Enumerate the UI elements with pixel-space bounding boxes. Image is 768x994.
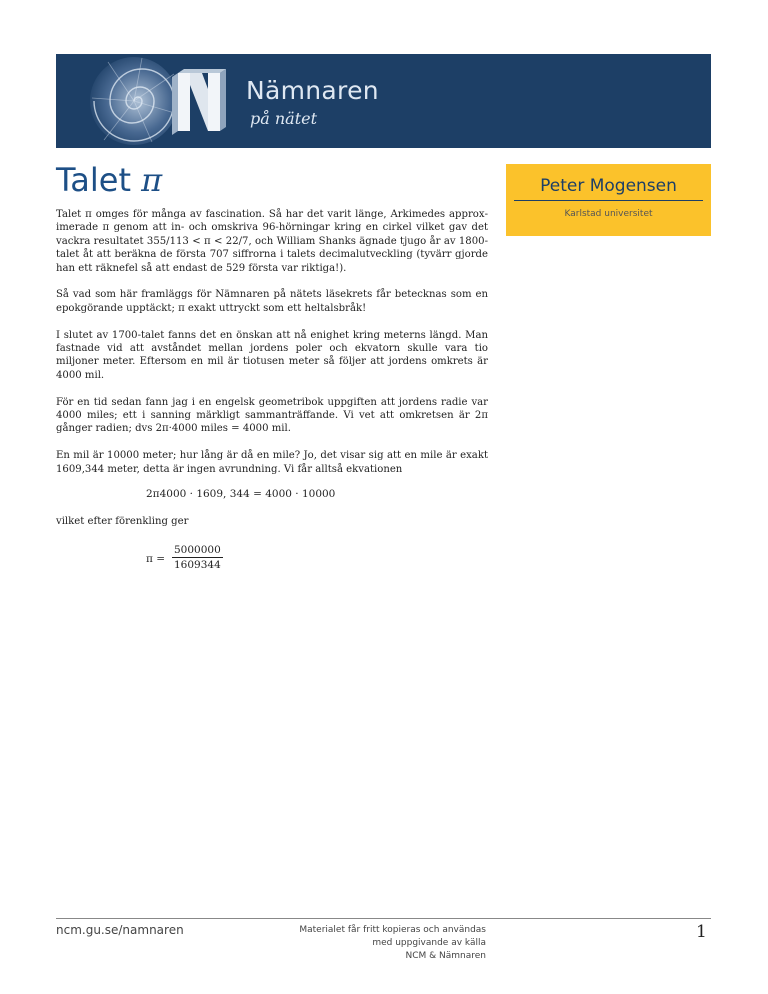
article-title [56, 161, 163, 199]
author-name: Peter Mogensen [540, 176, 677, 196]
paragraph: En mil är 10000 meter; hur lång är då en mile? Jo, det visar sig att en mile är exakt 1609,344 meter, detta är ingen avrundning. Vi får alltså ekvationen [56, 450, 488, 475]
n-letter-logo [168, 67, 230, 137]
paragraph: Så vad som här framläggs för Nämnaren på nätets läsekrets får betecknas som en epokgörande upptäckt; π exakt uttryckt som ett heltalsbråk! [56, 289, 488, 314]
fraction-numerator: 5000000 [174, 544, 221, 556]
article-body [56, 208, 488, 489]
license-line: NCM & Nämnaren [405, 951, 486, 961]
equation-1: 2π4000 · 1609, 344 = 4000 · 10000 [146, 488, 336, 500]
header-banner [56, 54, 711, 148]
equation-2-fraction [172, 544, 223, 571]
license-line: Materialet får fritt kopieras och användas [299, 925, 486, 935]
paragraph-after-equation: vilket efter förenkling ger [56, 516, 189, 527]
footer-url: ncm.gu.se/namnaren [56, 923, 184, 937]
footer-license [282, 924, 486, 963]
brand-subtitle: på nätet [250, 109, 318, 128]
page-number: 1 [696, 922, 707, 942]
paragraph: Talet π omges för många av fascination. Så har det varit länge, Arkimedes approximerade π genom att in- och omskriva 96-hörningar kring en cirkel vilket gav det vackra resultatet 355/113 < π < 22/7, och William Shanks ägnade tjugo år av 1800-talet åt att beräkna de första 707 siffrorna i talets decimalutveckling (tyvärr gjorde han ett räknefel så att endast de 529 första var riktiga!). [56, 209, 488, 274]
fraction-denominator: 1609344 [174, 559, 221, 571]
title-pi-symbol: π [141, 161, 163, 199]
author-divider [514, 200, 703, 201]
paragraph: För en tid sedan fann jag i en engelsk geometribok uppgiften att jordens radie var 4000 miles; ett i sanning märkligt sammanträffande. Vi vet att omkretsen är 2π gånger radien; dvs 2π·4000 miles = 4000 mil. [56, 396, 488, 435]
equation-2-lhs: π = [146, 553, 166, 565]
author-affiliation: Karlstad universitet [564, 209, 653, 219]
paragraph: I slutet av 1700-talet fanns det en önskan att nå enighet kring meterns längd. Man fastnade vid att avståndet mellan jordens poler och ekvatorn skulle vara tio miljoner meter. Eftersom en mil är tiotusen meter så följer att jordens omkrets är 4000 mil. [56, 329, 488, 381]
license-line: med uppgivande av källa [372, 938, 486, 948]
title-text: Talet [56, 161, 131, 199]
footer-divider [56, 918, 711, 919]
author-box [506, 164, 711, 236]
brand-title: Nämnaren [246, 76, 379, 105]
